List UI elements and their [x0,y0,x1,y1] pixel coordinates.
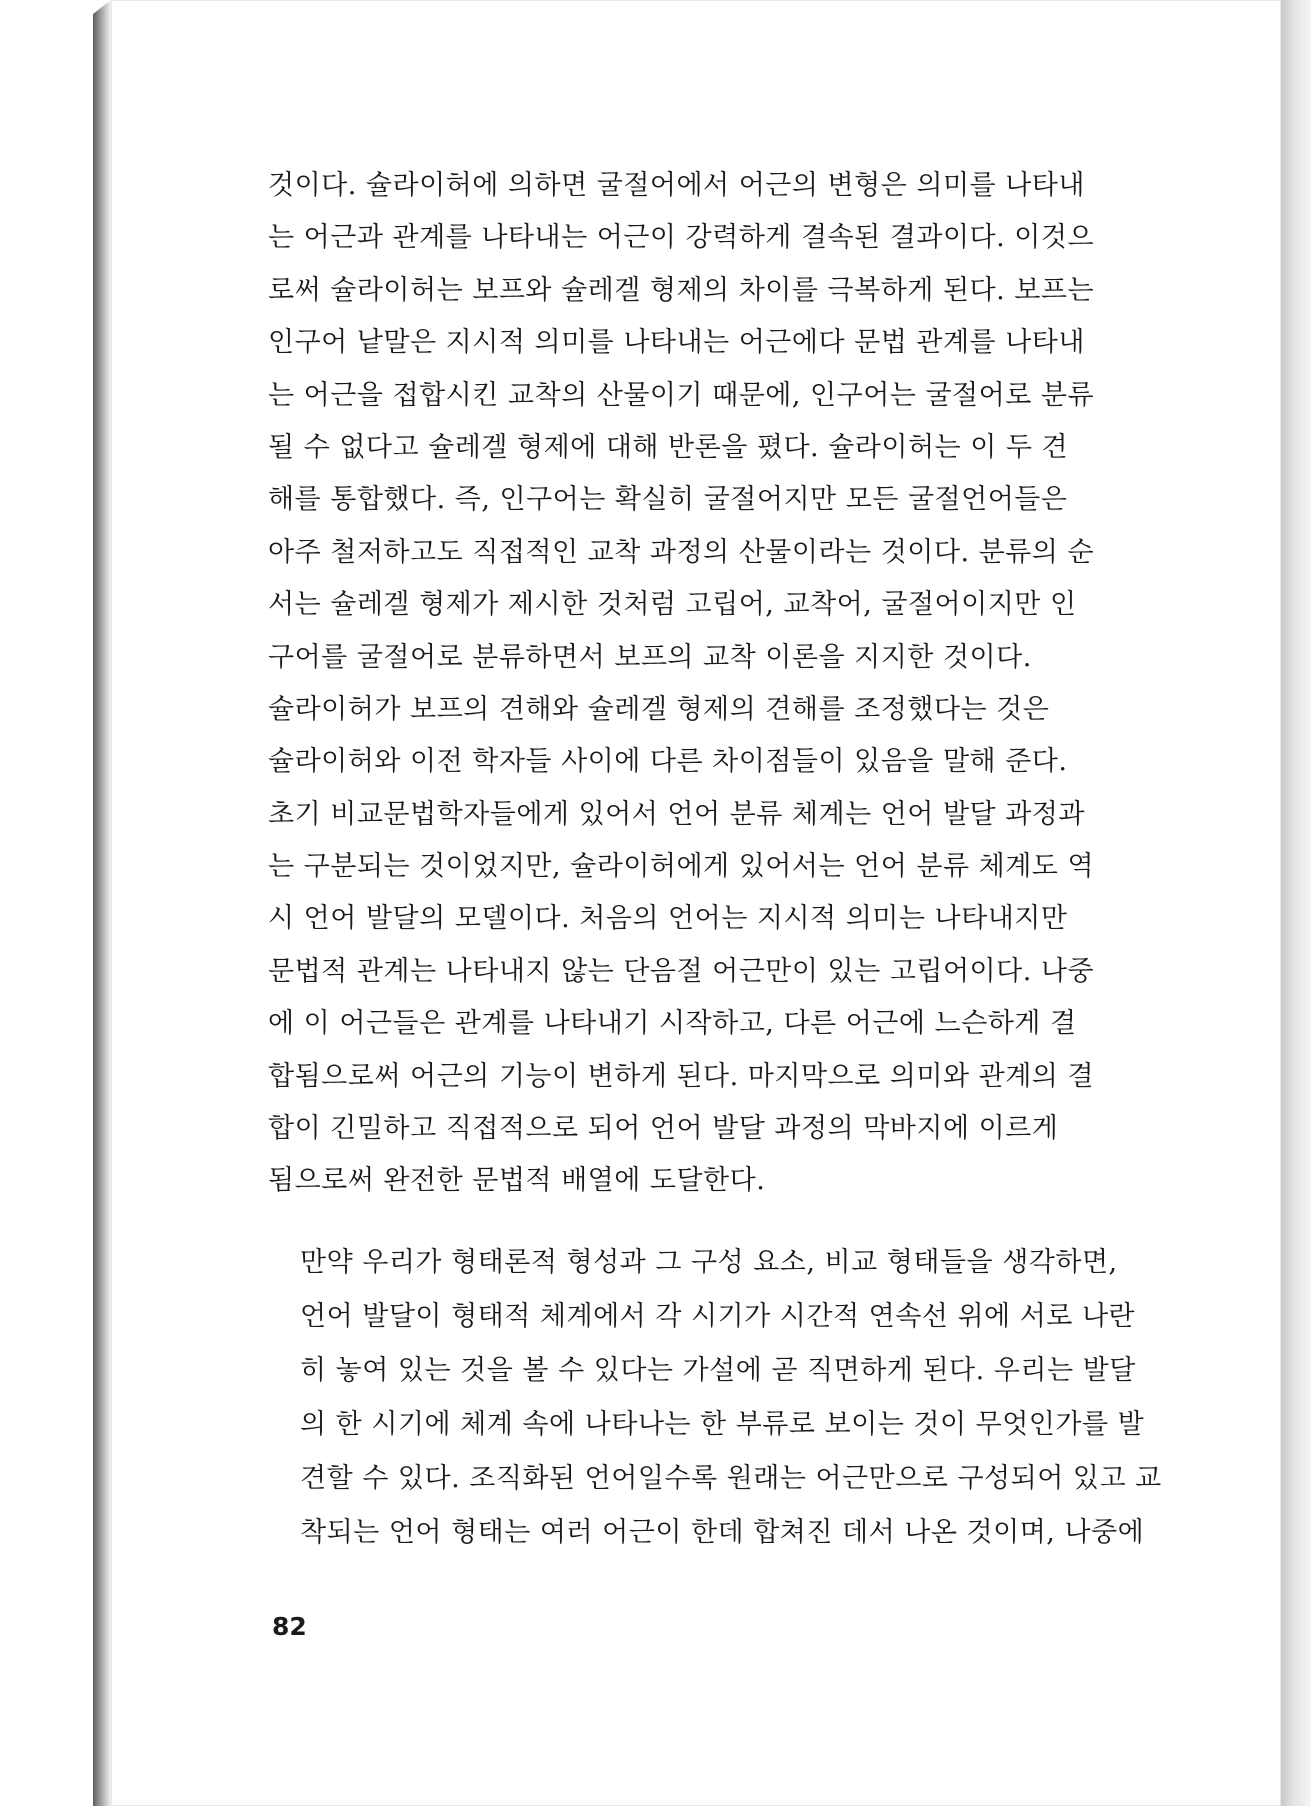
text-line: 될 수 없다고 슐레겔 형제에 대해 반론을 폈다. 슐라이허는 이 두 견 [268,431,1069,463]
quote-line: 견할 수 있다. 조직화된 언어일수록 원래는 어근만으로 구성되어 있고 교 [300,1463,1162,1494]
text-line: 문법적 관계는 나타내지 않는 단음절 어근만이 있는 고립어이다. 나중 [268,955,1095,987]
text-line: 것이다. 슐라이허에 의하면 굴절어에서 어근의 변형은 의미를 나타내 [268,170,1085,201]
text-line: 로써 슐라이허는 보프와 슐레겔 형제의 차이를 극복하게 된다. 보프는 [268,274,1095,306]
book-spine-corner [93,0,111,14]
text-line: 는 구분되는 것이었지만, 슐라이허에게 있어서는 언어 분류 체계도 역 [268,851,1095,883]
text-line: 아주 철저하고도 직접적인 교착 과정의 산물이라는 것이다. 분류의 순 [268,536,1095,568]
text-line: 서는 슐레겔 형제가 제시한 것처럼 고립어, 교착어, 굴절어이지만 인 [268,589,1077,621]
text-line: 시 언어 발달의 모델이다. 처음의 언어는 지시적 의미는 나타내지만 [268,903,1068,935]
text-line: 구어를 굴절어로 분류하면서 보프의 교착 이론을 지지한 것이다. [268,641,1032,673]
quote-line: 만약 우리가 형태론적 형성과 그 구성 요소, 비교 형태들을 생각하면, [300,1247,1118,1278]
text-line: 해를 통합했다. 즉, 인구어는 확실히 굴절어지만 모든 굴절언어들은 [268,484,1068,516]
page-number: 82 [272,1612,307,1641]
block-quote [300,1236,1175,1560]
text-line: 슐라이허가 보프의 견해와 슐레겔 형제의 견해를 조정했다는 것은 [268,693,1050,725]
main-text [268,160,1173,1208]
page-right-edge [1281,0,1311,1806]
quote-line: 착되는 언어 형태는 여러 어근이 한데 합쳐진 데서 나온 것이며, 나중에 [300,1517,1145,1548]
text-line: 에 이 어근들은 관계를 나타내기 시작하고, 다른 어근에 느슨하게 결 [268,1008,1077,1040]
text-line: 는 어근을 접합시킨 교착의 산물이기 때문에, 인구어는 굴절어로 분류 [268,379,1095,411]
quote-line: 의 한 시기에 체계 속에 나타나는 한 부류로 보이는 것이 무엇인가를 발 [300,1409,1145,1440]
book-spine [93,0,111,1806]
text-line: 됨으로써 완전한 문법적 배열에 도달한다. [268,1165,766,1197]
quote-line: 히 놓여 있는 것을 볼 수 있다는 가설에 곧 직면하게 된다. 우리는 발달 [300,1355,1136,1386]
text-line: 인구어 낱말은 지시적 의미를 나타내는 어근에다 문법 관계를 나타내 [268,327,1085,359]
text-line: 초기 비교문법학자들에게 있어서 언어 분류 체계는 언어 발달 과정과 [268,798,1085,830]
text-line: 합이 긴밀하고 직접적으로 되어 언어 발달 과정의 막바지에 이르게 [268,1113,1059,1145]
quote-line: 언어 발달이 형태적 체계에서 각 시기가 시간적 연속선 위에 서로 나란 [300,1301,1136,1332]
text-line: 슐라이허와 이전 학자들 사이에 다른 차이점들이 있음을 말해 준다. [268,746,1068,778]
text-line: 합됨으로써 어근의 기능이 변하게 된다. 마지막으로 의미와 관계의 결 [268,1060,1095,1092]
text-line: 는 어근과 관계를 나타내는 어근이 강력하게 결속된 결과이다. 이것으 [268,222,1095,254]
